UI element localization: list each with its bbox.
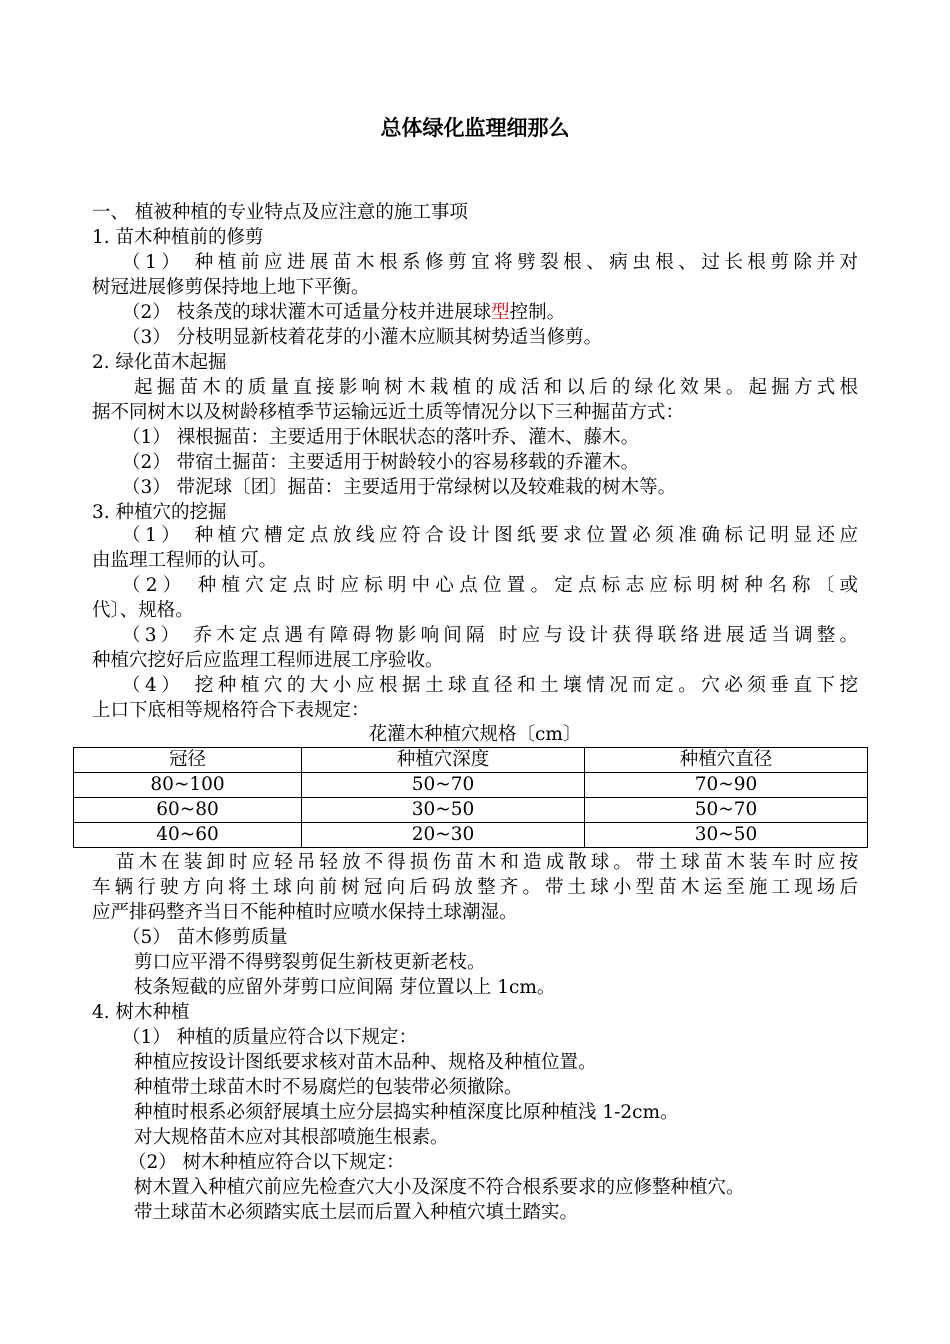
text-line: （3） 乔木定点遇有障碍物影响间隔 时应与设计获得联络进展适当调整。 — [122, 625, 858, 646]
table-header-cell: 种植穴直径 — [585, 748, 868, 773]
text-line: （2） 树木种植应符合以下规定： — [128, 1152, 405, 1173]
text-line: 对大规格苗木应对其根部喷施生根素。 — [134, 1127, 449, 1148]
text-line: 起掘苗木的质量直接影响树木栽植的成活和以后的绿化效果。起掘方式根 — [134, 377, 858, 398]
text-line: （1） 种植前应进展苗木根系修剪宜将劈裂根、病虫根、过长根剪除并对 — [122, 252, 858, 273]
text-line: 苗木在装卸时应轻吊轻放不得损伤苗木和造成散球。带土球苗木装车时应按 — [116, 852, 858, 873]
text-line: 一、 植被种植的专业特点及应注意的施工事项 — [92, 202, 468, 223]
text-line: （1） 种植穴槽定点放线应符合设计图纸要求位置必须准确标记明显还应 — [122, 525, 858, 546]
text-line: 由监理工程师的认可。 — [92, 550, 278, 571]
text-segment: （2） 枝条茂的球状灌木可适量分枝并进展球 — [122, 302, 492, 323]
table-cell: 20~30 — [302, 823, 585, 848]
table-cell: 50~70 — [302, 773, 585, 798]
table-cell: 40~60 — [74, 823, 302, 848]
table-caption: 花灌木种植穴规格〔cm〕 — [368, 724, 582, 745]
text-line: 种植带土球苗木时不易腐烂的包装带必须撤除。 — [134, 1077, 523, 1098]
table-row — [74, 773, 868, 798]
text-line: 树冠进展修剪保持地上地下平衡。 — [92, 277, 370, 298]
text-line: 4. 树木种植 — [92, 1002, 190, 1023]
text-line: （2） 带宿土掘苗：主要适用于树龄较小的容易移载的乔灌木。 — [122, 452, 640, 473]
text-line: 代〕、规格。 — [92, 600, 194, 621]
text-line: （3） 分枝明显新枝着花芽的小灌木应顺其树势适当修剪。 — [122, 327, 603, 348]
planting-pit-table — [73, 747, 868, 848]
text-line: （1） 裸根掘苗：主要适用于休眠状态的落叶乔、灌木、藤木。 — [122, 427, 640, 448]
text-line: （4） 挖种植穴的大小应根据土球直径和土壤情况而定。穴必须垂直下挖 — [122, 675, 858, 696]
text-line: （3） 带泥球〔团〕掘苗：主要适用于常绿树以及较难栽的树木等。 — [122, 477, 677, 498]
table-cell: 70~90 — [585, 773, 868, 798]
text-line: 带土球苗木必须踏实底土层而后置入种植穴填土踏实。 — [134, 1202, 579, 1223]
text-line: 剪口应平滑不得劈裂剪促生新枝更新老枝。 — [134, 952, 486, 973]
document-title: 总体绿化监理细那么 — [380, 116, 570, 140]
table-cell: 30~50 — [585, 823, 868, 848]
highlighted-char: 型 — [491, 302, 510, 323]
text-line: （2） 种植穴定点时应标明中心点位置。定点标志应标明树种名称〔或 — [122, 575, 858, 596]
table-row — [74, 823, 868, 848]
table-row — [74, 798, 868, 823]
text-line: 3. 种植穴的挖掘 — [92, 502, 227, 523]
table-cell: 50~70 — [585, 798, 868, 823]
table-header-row — [74, 748, 868, 773]
text-line: 种植时根系必须舒展填土应分层捣实种植深度比原种植浅 1-2cm。 — [134, 1102, 679, 1123]
text-line: 枝条短截的应留外芽剪口应间隔 芽位置以上 1cm。 — [134, 977, 556, 998]
table-cell: 60~80 — [74, 798, 302, 823]
text-line: （1） 种植的质量应符合以下规定： — [122, 1027, 418, 1048]
table-header-cell: 种植穴深度 — [302, 748, 585, 773]
table-header-cell: 冠径 — [74, 748, 302, 773]
text-segment: 控制。 — [509, 302, 566, 323]
text-line: 树木置入种植穴前应先检查穴大小及深度不符合根系要求的应修整种植穴。 — [134, 1177, 745, 1198]
text-line — [122, 300, 565, 326]
text-line: 1. 苗木种植前的修剪 — [92, 227, 264, 248]
text-line: 上口下底相等规格符合下表规定： — [92, 700, 370, 721]
text-line: 应严排码整齐当日不能种植时应喷水保持土球潮湿。 — [92, 902, 518, 923]
text-line: 种植应按设计图纸要求核对苗木品种、规格及种植位置。 — [134, 1052, 597, 1073]
text-line: （5） 苗木修剪质量 — [122, 927, 288, 948]
text-line: 2. 绿化苗木起掘 — [92, 352, 227, 373]
text-line: 据不同树木以及树龄移植季节运输远近土质等情况分以下三种掘苗方式： — [92, 402, 685, 423]
table-cell: 30~50 — [302, 798, 585, 823]
text-line: 车辆行驶方向将土球向前树冠向后码放整齐。带土球小型苗木运至施工现场后 — [92, 877, 858, 898]
table-cell: 80~100 — [74, 773, 302, 798]
text-line: 种植穴挖好后应监理工程师进展工序验收。 — [92, 650, 444, 671]
